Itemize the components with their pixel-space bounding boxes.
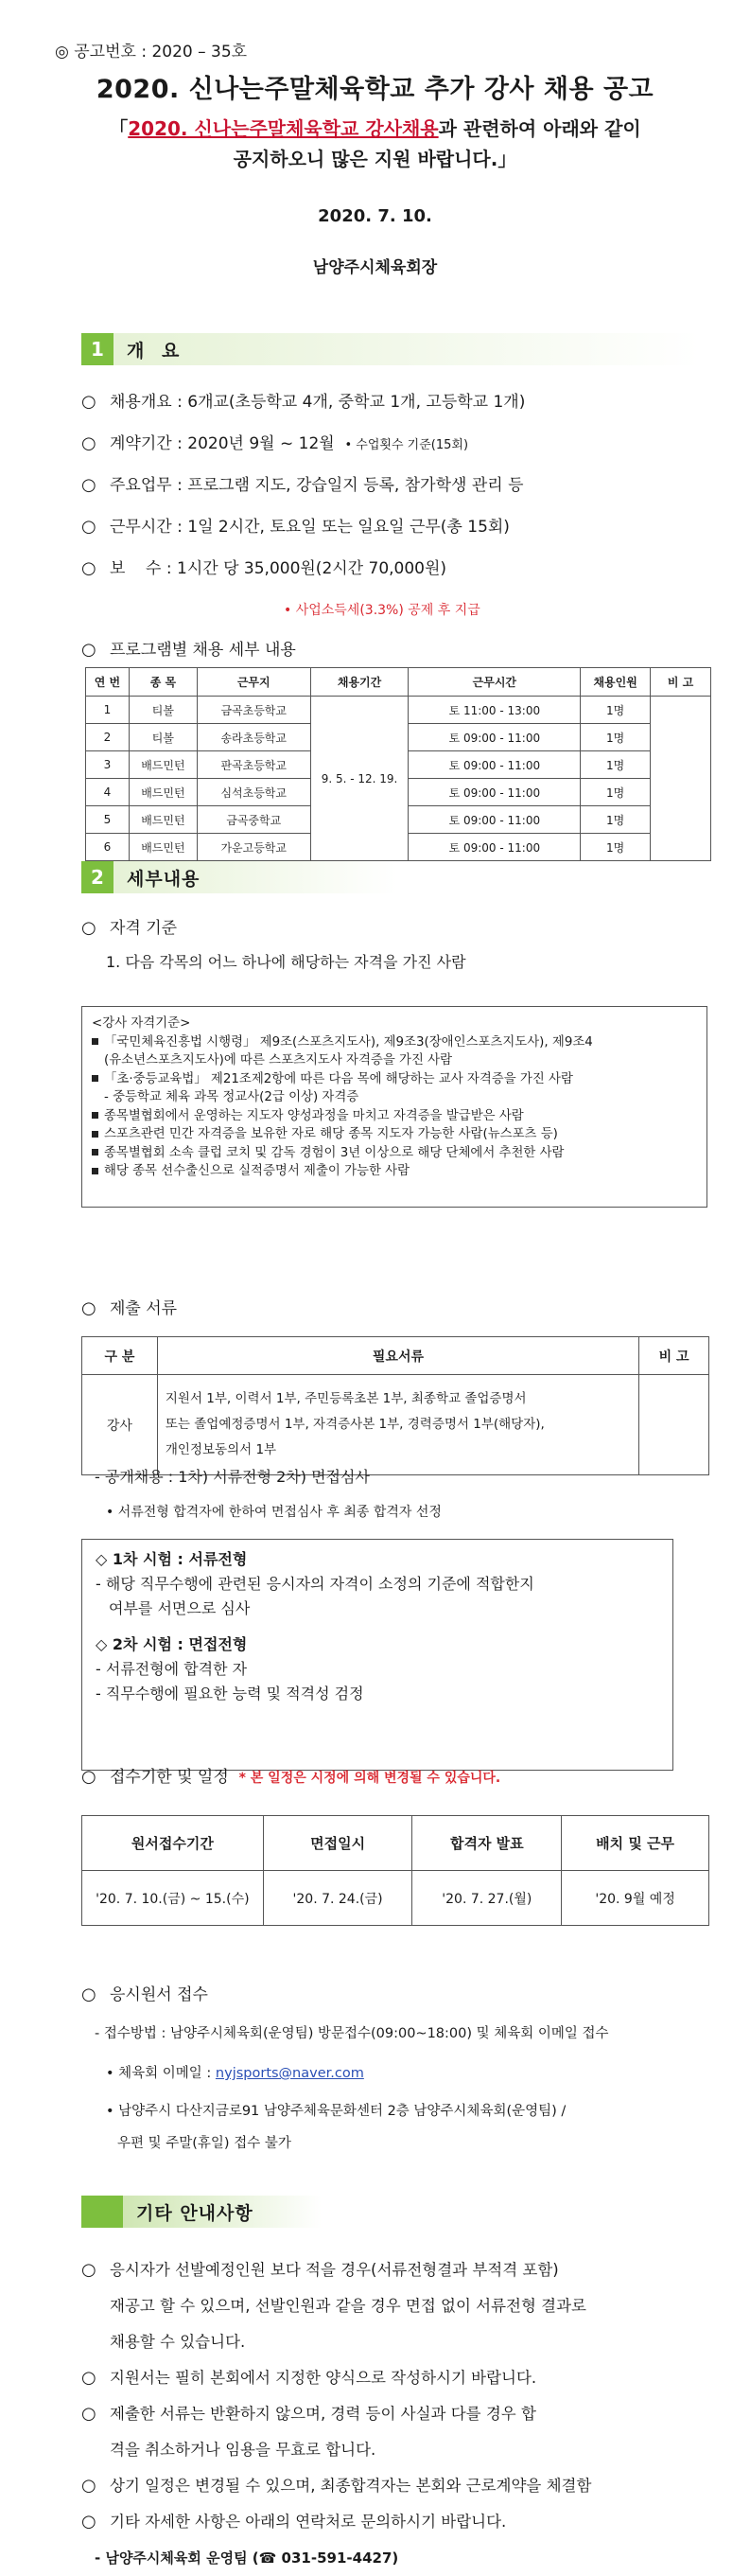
qualification-line: (유소년스포츠지도사)에 따른 스포츠지도사 자격증을 가진 사람: [104, 1053, 453, 1067]
remarks-cell: [651, 697, 711, 861]
qualification-line: 스포츠관련 민간 자격증을 보유한 자로 해당 종목 지도자 가능한 사람(뉴스포츠 등): [92, 1125, 697, 1144]
application-method: - 접수방법 : 남양주시체육회(운영팀) 방문접수(09:00~18:00) 및 체육회 이메일 접수: [95, 2026, 609, 2041]
circle-bullet-icon: ○: [81, 2260, 96, 2280]
stage-1-title: ◇ 1차 시험 : 서류전형: [96, 1550, 248, 1568]
qualification-line: 해당 종목 선수출신으로 실적증명서 제출이 가능한 사람: [92, 1162, 697, 1181]
subtitle-highlight: 2020. 신나는주말체육학교 강사채용: [128, 117, 439, 140]
table-row: 6 배드민턴 가운고등학교 토 09:00 - 11:00 1명: [86, 834, 711, 861]
subtitle-line-2: 공지하오니 많은 지원 바랍니다.」: [233, 148, 517, 170]
qualification-box: [81, 1006, 707, 1208]
public-hire-process: - 공개채용 : 1차) 서류전형 2차) 면접심사: [95, 1468, 370, 1486]
overview-item-duties: ○ 주요업무 : 프로그램 지도, 강습일지 등록, 참가학생 관리 등: [81, 473, 524, 498]
square-bullet-icon: [92, 1168, 98, 1174]
overview-item-contract: ○ 계약기간 : 2020년 9월 ~ 12월 • 수업횟수 기준(15회): [81, 432, 468, 458]
section-2-title: 세부내용: [113, 861, 397, 893]
schedule-change-note: * 본 일정은 시정에 의해 변경될 수 있습니다.: [238, 1771, 501, 1786]
table-row: 강사 지원서 1부, 이력서 1부, 주민등록초본 1부, 최종학교 졸업증명서 또는 졸업예정증명서 1부, 자격증사본 1부, 경력증명서 1부(해당자), 개인정보동의서 1부: [82, 1375, 709, 1475]
section-2-header: [81, 861, 397, 893]
address-line: • 남양주시 다산지금로91 남양주체육문화센터 2층 남양주시체육회(운영팀) /: [106, 2104, 567, 2119]
overview-item-hours: ○ 근무시간 : 1일 2시간, 토요일 또는 일요일 근무(총 15회): [81, 515, 510, 539]
subtitle-rest: 과 관련하여 아래와 같이: [438, 117, 641, 140]
square-bullet-icon: [92, 1149, 98, 1156]
documents-list: 지원서 1부, 이력서 1부, 주민등록초본 1부, 최종학교 졸업증명서 또는 졸업예정증명서 1부, 자격증사본 1부, 경력증명서 1부(해당자), 개인정보동의서 1부: [157, 1375, 638, 1475]
section-3-title: 기타 안내사항: [123, 2196, 322, 2228]
exam-stages-box: ◇ 1차 시험 : 서류전형 - 해당 직무수행에 관련된 응시자의 자격이 소정의 기준에 적합한지 여부를 서면으로 심사 ◇ 2차 시험 : 면접전형 - 서류전형에 합격한 자 - 직무수행에 필요한 능력 및 적격성 검정: [81, 1539, 673, 1771]
qualification-heading: ○ 자격 기준: [81, 916, 177, 941]
hiring-period: 9. 5. - 12. 19.: [310, 697, 409, 861]
section-3-marker: [81, 2196, 123, 2228]
table-row: '20. 7. 10.(금) ~ 15.(수) '20. 7. 24.(금) '20. 7. 27.(월) '20. 9월 예정: [82, 1871, 709, 1926]
documents-heading: ○ 제출 서류: [81, 1297, 177, 1321]
circle-bullet-icon: ○: [81, 2476, 96, 2496]
address-line-2: 우편 및 주말(휴일) 접수 불가: [117, 2136, 291, 2151]
notice-date: 2020. 7. 10.: [318, 206, 432, 226]
section-1-header: [81, 333, 700, 365]
subtitle-line-1: [0, 114, 750, 141]
qualification-line: 「국민체육진흥법 시행령」 제9조(스포츠지도사), 제9조3(장애인스포츠지도사), 제9조4: [92, 1033, 697, 1052]
documents-table: [81, 1336, 709, 1475]
square-bullet-icon: [92, 1038, 98, 1045]
notice-number: ◎ 공고번호 : 2020 – 35호: [55, 43, 248, 62]
qualification-line: - 중등학교 체육 과목 정교사(2급 이상) 자격증: [104, 1090, 359, 1104]
table-row: 4 배드민턴 심석초등학교 토 09:00 - 11:00 1명: [86, 779, 711, 806]
qualification-line: 「초·중등교육법」 제21조제2항에 따른 다음 목에 해당하는 교사 자격증을 가진 사람: [92, 1070, 697, 1089]
section-3-header: [81, 2196, 322, 2228]
table-row: 5 배드민턴 금곡중학교 토 09:00 - 11:00 1명: [86, 806, 711, 834]
email-link[interactable]: nyjsports@naver.com: [215, 2066, 364, 2081]
qualification-box-title: <강사 자격기준>: [92, 1016, 191, 1031]
schedule-heading: ○ 접수기한 및 일정 * 본 일정은 시정에 의해 변경될 수 있습니다.: [81, 1765, 500, 1791]
square-bullet-icon: [92, 1075, 98, 1082]
overview-item-hiring: ○ 채용개요 : 6개교(초등학교 4개, 중학교 1개, 고등학교 1개): [81, 390, 525, 415]
circle-bullet-icon: ○: [81, 1985, 96, 2004]
circle-bullet-icon: ○: [81, 2368, 96, 2388]
list-item: ○ 상기 일정은 변경될 수 있으며, 최종합격자는 본회와 근로계약을 체결함: [81, 2468, 724, 2504]
circle-bullet-icon: ○: [81, 475, 96, 495]
schedule-table: [81, 1815, 709, 1926]
list-item: ○ 기타 자세한 사항은 아래의 연락처로 문의하시기 바랍니다.: [81, 2504, 724, 2540]
overview-item-pay: ○ 보 수 : 1시간 당 35,000원(2시간 70,000원): [81, 556, 446, 581]
square-bullet-icon: [92, 1112, 98, 1119]
circle-bullet-icon: ○: [81, 558, 96, 578]
circle-bullet-icon: ○: [81, 517, 96, 537]
section-2-number: 2: [81, 861, 113, 893]
application-heading: ○ 응시원서 접수: [81, 1983, 208, 2007]
subtitle-open-bracket: 「: [109, 117, 129, 140]
table-row: 1 티볼 금곡초등학교 9. 5. - 12. 19. 토 11:00 - 13:00 1명: [86, 697, 711, 724]
qualification-line: 종목별협회 소속 클럽 코치 및 감독 경험이 3년 이상으로 해당 단체에서 추천한 사람: [92, 1144, 697, 1163]
circle-bullet-icon: ○: [81, 433, 96, 453]
section-1-title: 개 요: [113, 333, 700, 365]
qualification-line: 종목별협회에서 운영하는 지도자 양성과정을 마치고 자격증을 발급받은 사람: [92, 1107, 697, 1126]
table-row: 2 티볼 송라초등학교 토 09:00 - 11:00 1명: [86, 724, 711, 751]
list-item: ○ 지원서는 필히 본회에서 지정한 양식으로 작성하시기 바랍니다.: [81, 2360, 724, 2396]
contact-info: - 남양주시체육회 운영팀 (☎ 031-591-4427): [95, 2550, 399, 2567]
tax-note: • 사업소득세(3.3%) 공제 후 지급: [284, 603, 480, 618]
schedule-table-header: 원서접수기간 면접일시 합격자 발표 배치 및 근무: [82, 1816, 709, 1871]
qualification-intro: 1. 다음 각목의 어느 하나에 해당하는 자격을 가진 사람: [106, 953, 466, 971]
program-heading: ○ 프로그램별 채용 세부 내용: [81, 638, 296, 662]
list-item: ○ 제출한 서류는 반환하지 않으며, 경력 등이 사실과 다를 경우 합: [81, 2396, 724, 2432]
email-line: • 체육회 이메일 : nyjsports@naver.com: [106, 2066, 364, 2081]
public-hire-note: • 서류전형 합격자에 한하여 면접심사 후 최종 합격자 선정: [106, 1505, 442, 1520]
square-bullet-icon: [92, 1131, 98, 1138]
circle-bullet-icon: ○: [81, 640, 96, 660]
page-title: 2020. 신나는주말체육학교 추가 강사 채용 공고: [96, 75, 654, 104]
list-item: ○ 응시자가 선발예정인원 보다 적을 경우(서류전형결과 부적격 포함): [81, 2252, 724, 2288]
notes-list: ○ 응시자가 선발예정인원 보다 적을 경우(서류전형결과 부적격 포함) 재공고 할 수 있으며, 선발인원과 같을 경우 면접 없이 서류전형 결과로 채용할 수 있습니다. ○ 지원서는 필히 본회에서 지정한 양식으로 작성하시기 바랍니다. ○ 제출한 서류는 반환하지 않으며, 경력 등이 사실과 다를 경우 합 격을 취소하거나 임용을 무효로 합니다. ○ 상기 일정은 변경될 수 있으며, 최종합격자는 본회와 근로계약을 체결함 ○ 기타 자세한 사항은 아래의 연락처로 문의하시기 바랍니다. - 남양주시체육회 운영팀 (☎ 031-591-4427): [81, 2252, 724, 2576]
circle-bullet-icon: ○: [81, 918, 96, 938]
circle-bullet-icon: ○: [81, 392, 96, 412]
issuing-organization: 남양주시체육회장: [312, 258, 438, 277]
program-table-header: 연 번 종 목 근무지 채용기간 근무시간 채용인원 비 고: [86, 668, 711, 697]
table-row: 3 배드민턴 판곡초등학교 토 09:00 - 11:00 1명: [86, 751, 711, 779]
documents-table-header: 구 분 필요서류 비 고: [82, 1337, 709, 1375]
section-1-number: 1: [81, 333, 113, 365]
stage-2-title: ◇ 2차 시험 : 면접전형: [96, 1635, 248, 1653]
program-table: [85, 667, 711, 861]
circle-bullet-icon: ○: [81, 1298, 96, 1318]
circle-bullet-icon: ○: [81, 2512, 96, 2532]
circle-bullet-icon: ○: [81, 2404, 96, 2424]
circle-bullet-icon: ○: [81, 1767, 96, 1787]
